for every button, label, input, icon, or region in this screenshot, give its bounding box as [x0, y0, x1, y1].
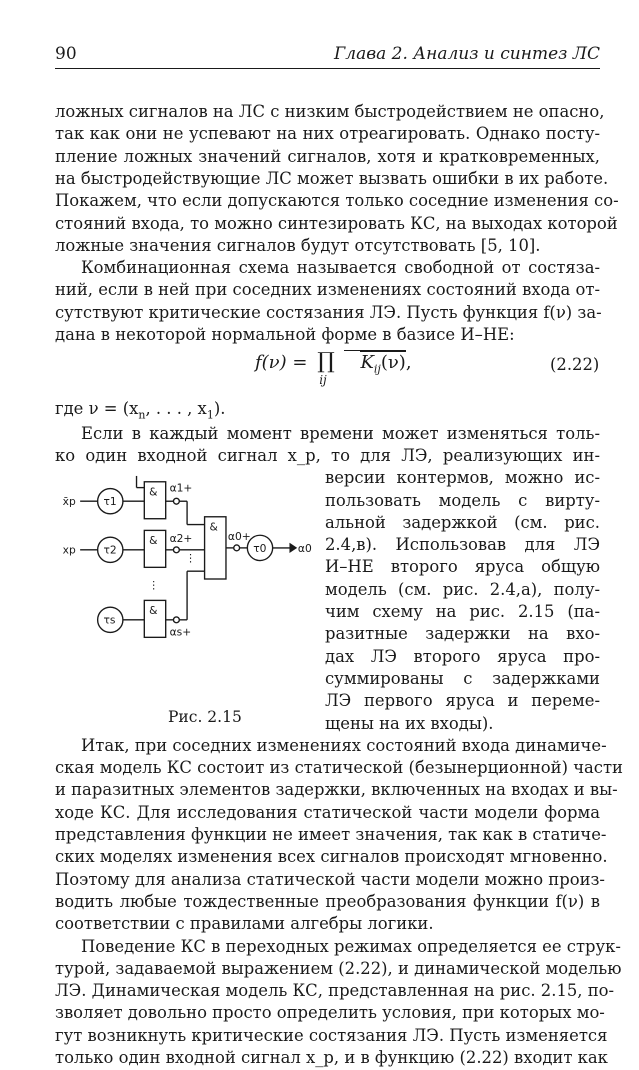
gate-and-s: &: [149, 604, 158, 618]
formula-term-arg: (ν): [380, 352, 406, 374]
delay-taus: τs: [103, 613, 116, 627]
text-line: только один входной сигнал x_p, и в функцию (2.22) входит как: [55, 1048, 608, 1067]
negation-bar: [344, 350, 406, 376]
text-line: И–НЕ второго яруса общую: [325, 557, 600, 577]
where-sub-n: n: [138, 408, 146, 422]
text-line: сутствуют критические состязания ЛЭ. Пусть функция f(ν) за-: [55, 302, 602, 322]
text-line: Если в каждый момент времени может изменяться толь-: [81, 423, 600, 443]
where-end: ).: [213, 399, 226, 419]
text-line: чим схему на рис. 2.15 (па-: [325, 602, 600, 621]
text-line: разитные задержки на вхо-: [325, 624, 600, 644]
text-line: ЛЭ первого яруса и переме-: [325, 691, 600, 711]
text-line: суммированы с задержками: [325, 668, 600, 688]
input-xp-bar: x̄p: [62, 495, 76, 509]
text-line: дана в некоторой нормальной форме в базисе И–НЕ:: [55, 325, 515, 344]
text-line: Итак, при соседних изменениях состояний входа динамиче-: [81, 735, 607, 755]
page-number: 90: [55, 44, 77, 64]
text-line: ских моделях изменения всех сигналов происходят мгновенно.: [55, 847, 608, 867]
dots-left: ⋮: [148, 578, 159, 592]
text-line: пользовать модель с вирту-: [325, 490, 600, 510]
where-text: где ν = (x: [55, 399, 139, 419]
text-line: ко один входной сигнал x_p, то для ЛЭ, реализующих ин-: [55, 445, 600, 465]
formula-tail: ,: [405, 352, 412, 374]
running-header: [55, 44, 600, 69]
formula-term: K: [360, 352, 374, 374]
output-alpha0: α0: [297, 541, 312, 555]
gate-and-1: &: [149, 485, 158, 499]
text-line: Покажем, что если допускаются только соседние изменения со-: [55, 191, 619, 211]
where-sub-1: 1: [206, 408, 214, 422]
text-line: Поведение КС в переходных режимах определяется ее струк-: [81, 936, 621, 956]
text-line: щены на их входы).: [325, 713, 494, 733]
text-line: ний, если в ней при соседних изменениях состояний входа от-: [55, 280, 600, 300]
text-line: 2.4,в). Использовав для ЛЭ: [325, 535, 600, 555]
text-line: гут возникнуть критические состязания ЛЭ. Пусть изменяется: [55, 1025, 608, 1045]
product-symbol: ∏: [317, 349, 335, 375]
text-line: представления функции не имеет значения, так как в статиче-: [55, 825, 607, 844]
delay-tau2: τ2: [103, 543, 117, 557]
gate-and-2: &: [149, 534, 158, 548]
running-title: Глава 2. Анализ и синтез ЛС: [334, 44, 600, 64]
formula-term-sub: ij: [373, 362, 381, 376]
text-line: зволяет довольно просто определить условия, при которых мо-: [55, 1003, 605, 1023]
circuit-figure: [55, 474, 325, 649]
text-line: ЛЭ. Динамическая модель КС, представленная на рис. 2.15, по-: [55, 981, 615, 1001]
text-line: стояний входа, то можно синтезировать КС, на выходах которой: [55, 213, 618, 233]
text-line: на быстродействующие ЛС может вызвать ошибки в их работе.: [55, 168, 609, 188]
text-line: водить любые тождественные преобразования функции f(ν) в: [55, 891, 600, 911]
input-xp: xp: [62, 543, 76, 557]
formula-2-22: [255, 349, 412, 388]
text-line: так как они не успевают на них отреагировать. Однако посту-: [55, 124, 600, 144]
dots-right: ⋮: [185, 551, 196, 565]
text-line: и паразитных элементов задержки, включенных на входах и вы-: [55, 780, 618, 800]
signal-alpha2: α2+: [169, 532, 193, 546]
formula-lhs: f(ν) =: [255, 352, 308, 374]
delay-tau1: τ1: [103, 495, 117, 509]
delay-tau0: τ0: [253, 541, 267, 555]
signal-alpha0: α0+: [227, 530, 251, 544]
where-line: [55, 397, 600, 421]
text-line: Поэтому для анализа статической части модели можно произ-: [55, 869, 605, 889]
text-line: альной задержкой (см. рис.: [325, 512, 600, 532]
text-line: версии контермов, можно ис-: [325, 468, 600, 488]
text-line: модель (см. рис. 2.4,a), полу-: [325, 579, 600, 599]
text-line: Комбинационная схема называется свободной от состяза-: [81, 258, 600, 278]
text-line: ложных сигналов на ЛС с низким быстродействием не опасно,: [55, 102, 605, 121]
text-line: ложные значения сигналов будут отсутствовать [5, 10].: [55, 235, 541, 255]
where-mid: , . . . , x: [145, 399, 207, 419]
gate-and-out: &: [209, 520, 218, 534]
text-line: дах ЛЭ второго яруса про-: [325, 646, 600, 666]
signal-alpha1: α1+: [169, 481, 193, 495]
text-line: ходе КС. Для исследования статической части модели форма: [55, 802, 600, 822]
text-line: соответствии с правилами алгебры логики.: [55, 914, 434, 934]
product-index: ij: [319, 373, 327, 388]
equation-number: (2.22): [550, 355, 600, 375]
text-line: ская модель КС состоит из статической (безынерционной) части: [55, 758, 623, 778]
text-line: турой, задаваемой выражением (2.22), и динамической моделью: [55, 958, 622, 978]
signal-alphas: αs+: [169, 625, 192, 639]
text-line: пление ложных значений сигналов, хотя и кратковременных,: [55, 146, 600, 166]
figure-caption: Рис. 2.15: [168, 707, 242, 726]
